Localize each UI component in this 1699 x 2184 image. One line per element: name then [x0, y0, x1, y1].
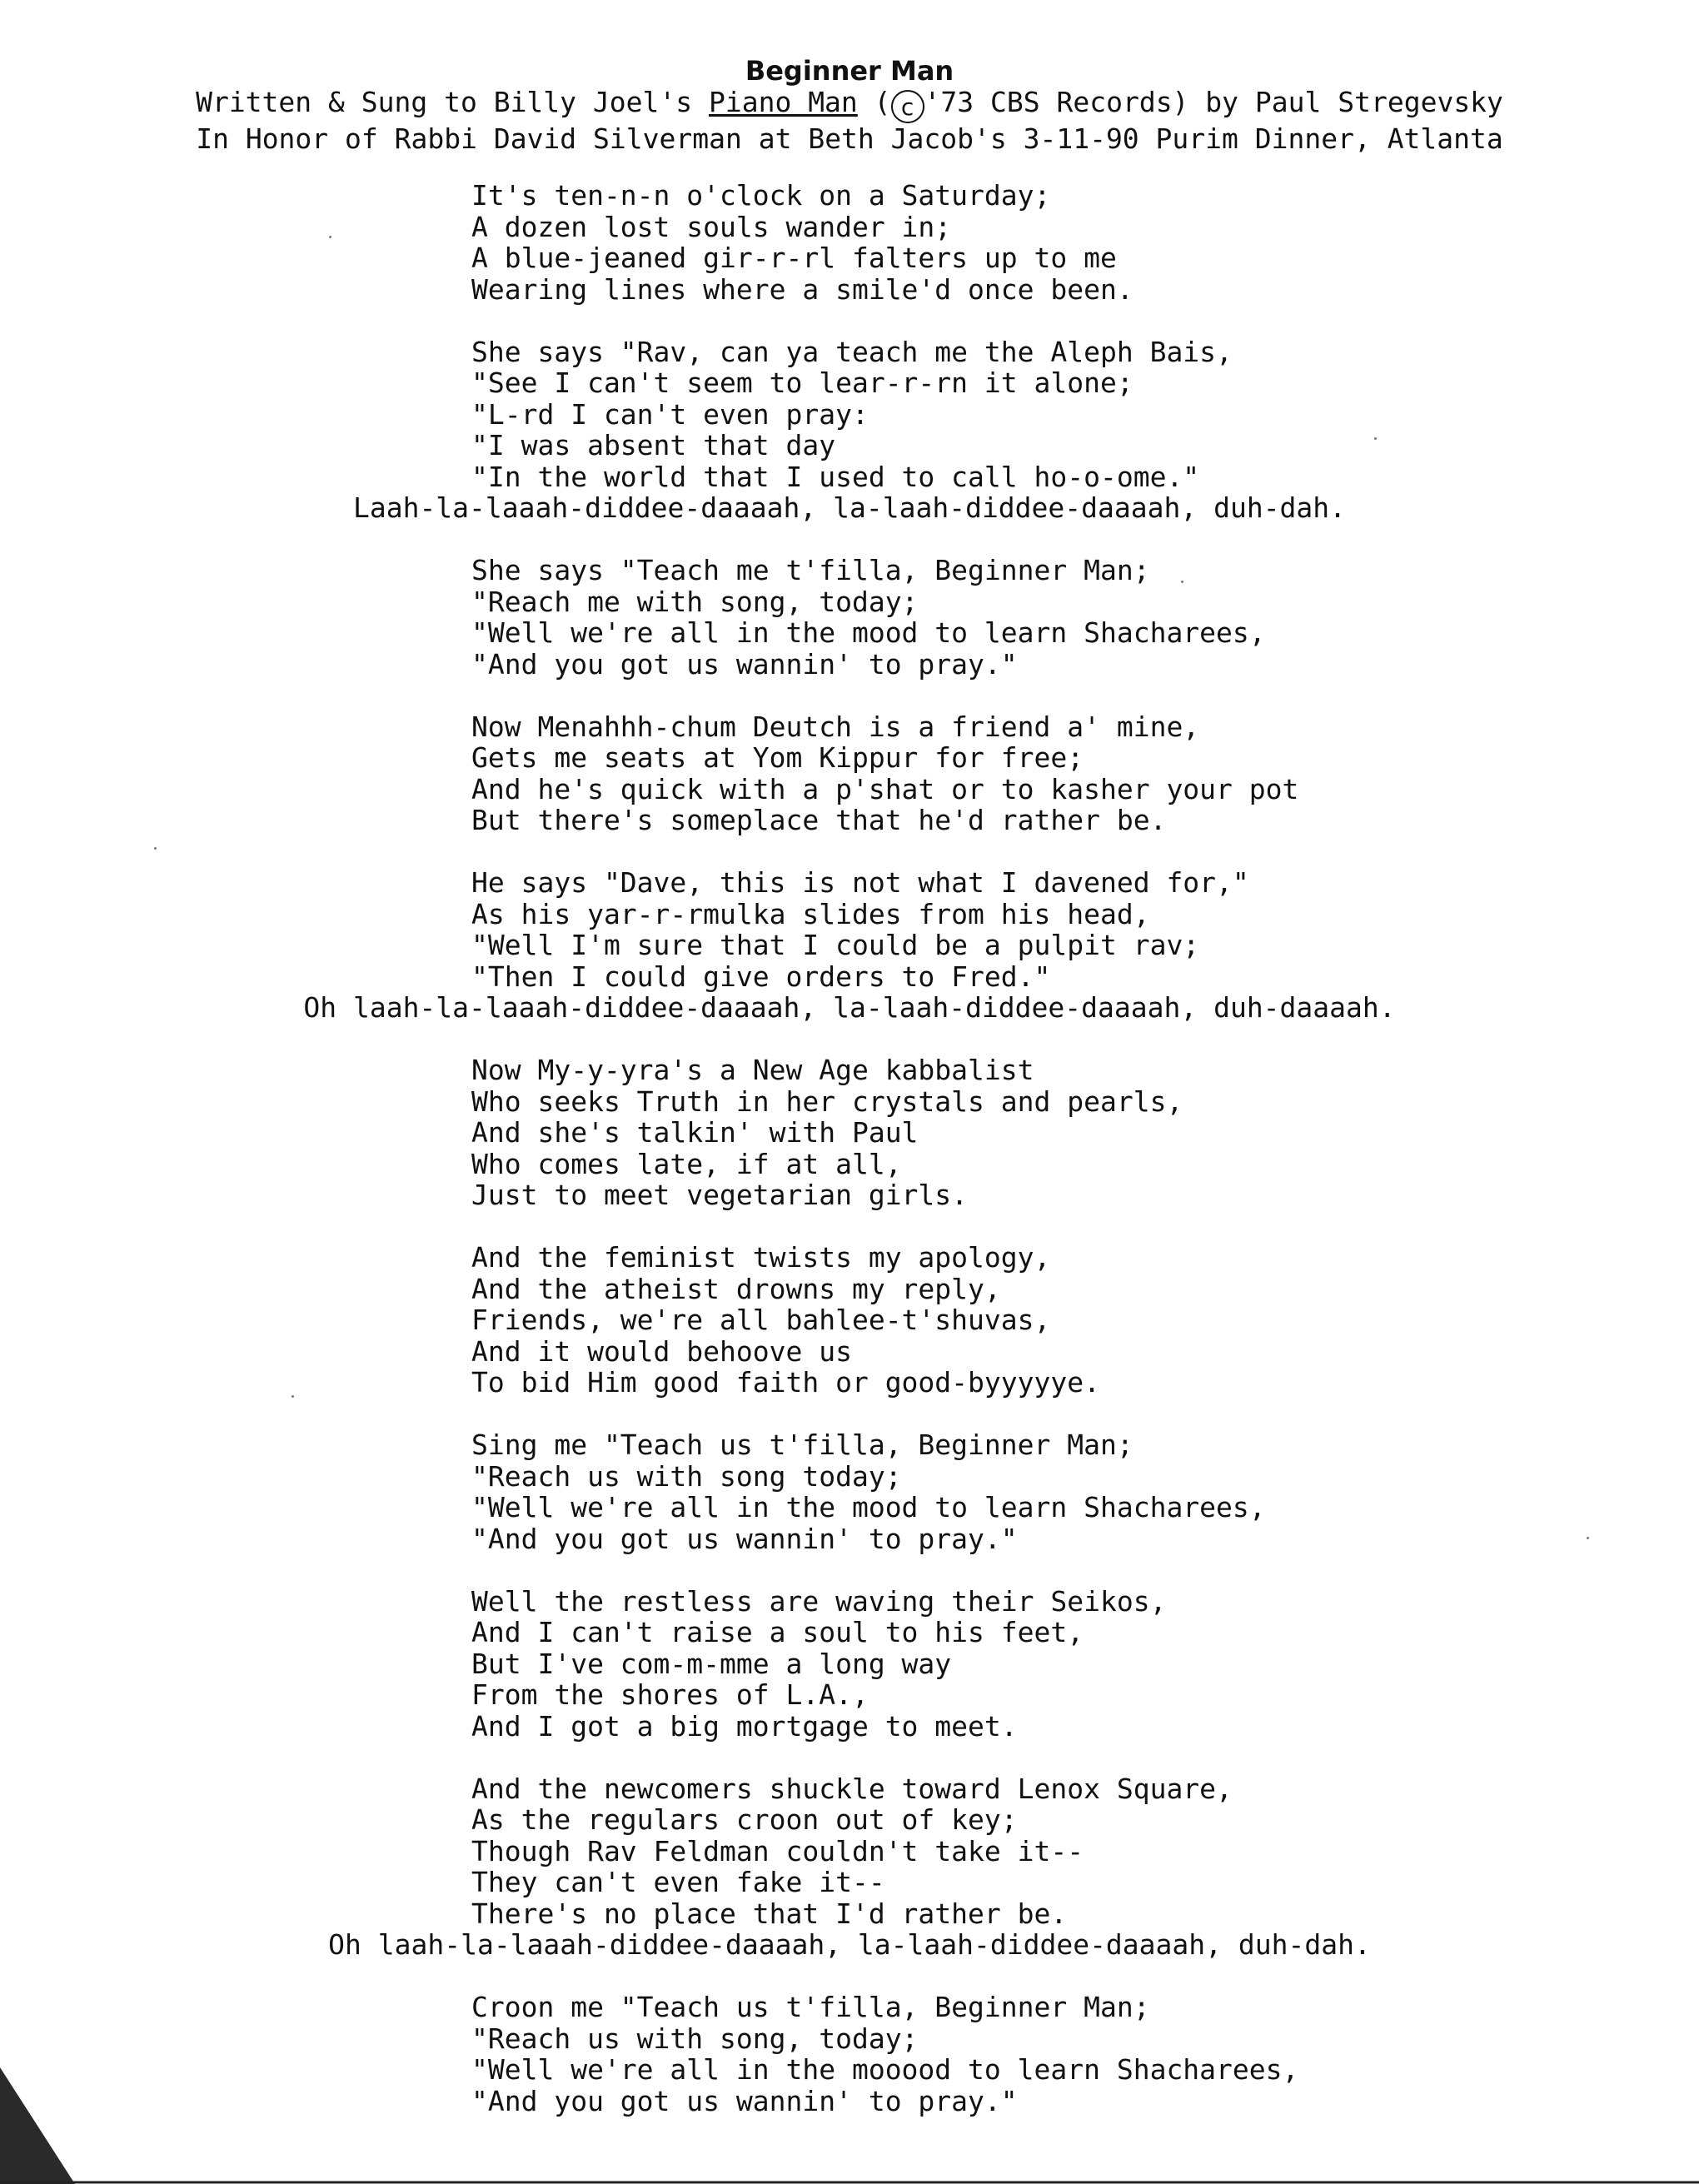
copyright-symbol: c	[891, 90, 924, 123]
lyric-line: A dozen lost souls wander in;	[471, 210, 952, 243]
original-song-title: Piano Man	[708, 86, 858, 118]
lyric-line: She says "Rav, can ya teach me the Aleph Bais,	[471, 335, 1233, 368]
lyric-line: As the regulars croon out of key;	[471, 1803, 1018, 1836]
lyric-line: "In the world that I used to call ho-o-ome."	[471, 460, 1200, 493]
song-title: Beginner Man	[745, 55, 954, 87]
scan-corner-shadow	[0, 2017, 75, 2184]
lyric-line: "Reach me with song, today;	[471, 585, 919, 618]
verse	[0, 1992, 1699, 2117]
lyric-line: "See I can't seem to lear-r-rn it alone;	[471, 366, 1133, 399]
credit-suffix: '73 CBS Records) by Paul Stregevsky	[924, 86, 1503, 118]
lyric-line: To bid Him good faith or good-byyyyye.	[471, 1366, 1100, 1399]
lyric-line: From the shores of L.A.,	[471, 1678, 869, 1711]
lyric-line: A blue-jeaned gir-r-rl falters up to me	[471, 242, 1117, 274]
lyric-line: And the atheist drowns my reply,	[471, 1272, 1001, 1305]
lyric-line: "Reach us with song, today;	[471, 2022, 919, 2055]
lyric-line: Just to meet vegetarian girls.	[471, 1179, 969, 1211]
scan-bottom-edge	[0, 2179, 1699, 2184]
lyric-line: And the feminist twists my apology,	[471, 1241, 1051, 1274]
refrain-line: Oh laah-la-laaah-diddee-daaaah, la-laah-diddee-daaaah, duh-dah.	[328, 1928, 1371, 1961]
lyric-line: But there's someplace that he'd rather be.	[471, 804, 1167, 836]
lyric-line: And it would behoove us	[471, 1334, 852, 1368]
scan-speck	[154, 847, 157, 850]
lyric-line: And I got a big mortgage to meet.	[471, 1709, 1018, 1743]
lyric-line: Though Rav Feldman couldn't take it--	[471, 1834, 1084, 1867]
verse	[0, 1429, 1699, 1554]
lyric-line: Now My-y-yra's a New Age kabbalist	[471, 1054, 1034, 1086]
verse	[0, 867, 1699, 1024]
scan-speck	[1587, 1537, 1589, 1539]
lyric-line: Wearing lines where a smile'd once been.	[471, 272, 1133, 306]
lyric-line: "Well we're all in the mood to learn Shacharees,	[471, 1491, 1266, 1523]
lyric-line: Now Menahhh-chum Deutch is a friend a' mine,	[471, 710, 1200, 743]
lyric-line: "Then I could give orders to Fred."	[471, 960, 1051, 993]
lyric-line: "Reach us with song today;	[471, 1459, 902, 1493]
credit-open-paren: (	[857, 86, 891, 118]
verse	[0, 180, 1699, 305]
credit-prefix: Written & Sung to Billy Joel's	[196, 86, 709, 118]
lyric-line: "Well I'm sure that I could be a pulpit rav;	[471, 929, 1200, 961]
lyric-line: "And you got us wannin' to pray."	[471, 1522, 1018, 1555]
verse	[0, 711, 1699, 836]
lyric-line: And he's quick with a p'shat or to kasher your pot	[471, 772, 1299, 805]
refrain-line: Oh laah-la-laaah-diddee-daaaah, la-laah-diddee-daaaah, duh-daaaah.	[303, 991, 1396, 1024]
lyric-line: Who comes late, if at all,	[471, 1147, 902, 1180]
lyrics-body	[0, 180, 1699, 2148]
refrain-line: Laah-la-laaah-diddee-daaaah, la-laah-diddee-daaaah, duh-dah.	[352, 491, 1347, 524]
lyric-line: "And you got us wannin' to pray."	[471, 647, 1018, 681]
honor-line: In Honor of Rabbi David Silverman at Beth Jacob's 3-11-90 Purim Dinner, Atlanta	[196, 122, 1503, 155]
lyric-line: And she's talkin' with Paul	[471, 1116, 919, 1149]
lyric-line: Who seeks Truth in her crystals and pearls,	[471, 1085, 1183, 1118]
lyric-line: She says "Teach me t'filla, Beginner Man;	[471, 554, 1150, 586]
lyric-line: "Well we're all in the mooood to learn Shacharees,	[471, 2053, 1299, 2086]
lyric-line: Sing me "Teach us t'filla, Beginner Man;	[471, 1429, 1133, 1461]
lyric-line: Croon me "Teach us t'filla, Beginner Man;	[471, 1991, 1150, 2023]
verse	[0, 1242, 1699, 1399]
lyric-line: He says "Dave, this is not what I davened for,"	[471, 866, 1249, 899]
scan-speck	[1181, 581, 1183, 583]
verse	[0, 555, 1699, 680]
lyric-line: They can't even fake it--	[471, 1866, 885, 1898]
lyric-line: "I was absent that day	[471, 429, 836, 461]
lyric-line: And I can't raise a soul to his feet,	[471, 1616, 1084, 1648]
lyric-line: As his yar-r-rmulka slides from his head,	[471, 897, 1150, 930]
lyric-line: "And you got us wannin' to pray."	[471, 2084, 1018, 2117]
lyric-line: There's no place that I'd rather be.	[471, 1897, 1068, 1930]
scan-speck	[329, 236, 331, 238]
verse	[0, 337, 1699, 524]
lyric-line: "L-rd I can't even pray:	[471, 397, 869, 431]
verse	[0, 1586, 1699, 1743]
scan-speck	[1374, 437, 1377, 440]
lyric-line: And the newcomers shuckle toward Lenox Square,	[471, 1772, 1233, 1805]
document-header	[0, 55, 1699, 154]
scan-speck	[291, 1395, 294, 1398]
lyric-line: "Well we're all in the mood to learn Shacharees,	[471, 616, 1266, 649]
lyric-line: It's ten-n-n o'clock on a Saturday;	[471, 179, 1051, 212]
lyric-line: Well the restless are waving their Seikos,	[471, 1584, 1167, 1618]
lyric-line: Gets me seats at Yom Kippur for free;	[471, 741, 1084, 774]
credit-line	[0, 87, 1699, 123]
verse	[0, 1055, 1699, 1211]
lyric-line: Friends, we're all bahlee-t'shuvas,	[471, 1304, 1051, 1336]
verse	[0, 1773, 1699, 1961]
lyric-line: But I've com-m-mme a long way	[471, 1647, 952, 1680]
